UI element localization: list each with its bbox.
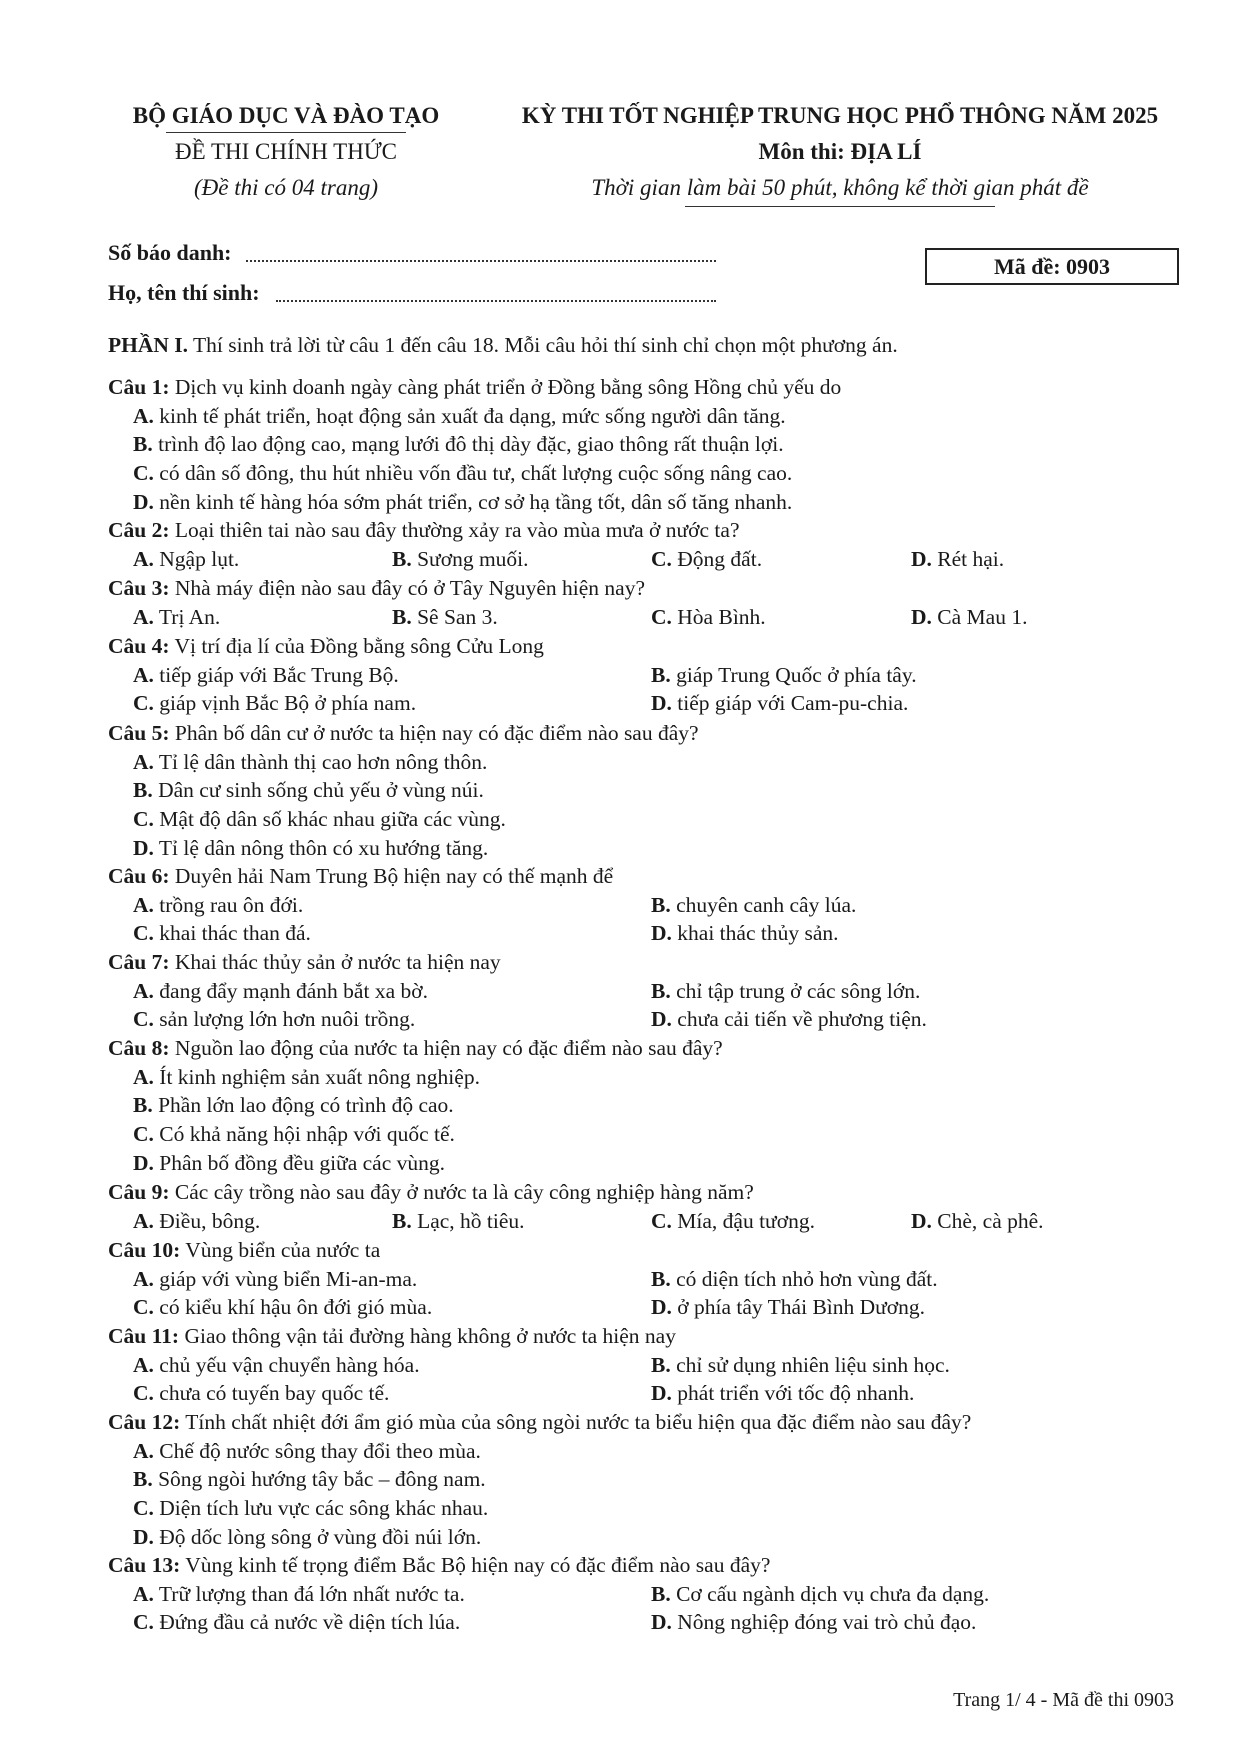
exam-time: Thời gian làm bài 50 phút, không kể thời gian phát đề [591, 175, 1089, 200]
option-text: Có khả năng hội nhập với quốc tế. [159, 1122, 455, 1147]
option-letter: D. [133, 1524, 154, 1549]
answer-option[interactable] [133, 1353, 420, 1378]
option-text: Trị An. [158, 604, 221, 629]
answer-option[interactable] [651, 1209, 815, 1234]
option-letter: C. [133, 461, 154, 486]
option-letter: A. [133, 892, 154, 917]
option-letter: B. [651, 1266, 671, 1291]
option-letter: C. [133, 691, 154, 716]
candidate-name-label: Họ, tên thí sinh: [108, 280, 260, 305]
option-letter: D. [133, 835, 154, 860]
question-label: Câu 11: [108, 1324, 180, 1348]
answer-option[interactable] [651, 691, 908, 716]
answer-option[interactable] [651, 663, 917, 688]
option-letter: A. [133, 1266, 154, 1291]
answer-option[interactable] [133, 1582, 465, 1607]
question-label: Câu 2: [108, 518, 170, 542]
option-letter: C. [133, 921, 154, 946]
answer-option[interactable] [133, 1209, 260, 1234]
answer-option[interactable] [651, 893, 856, 918]
option-text: chỉ sử dụng nhiên liệu sinh học. [676, 1352, 950, 1377]
answer-option[interactable] [133, 750, 487, 775]
option-text: giáp với vùng biển Mi-an-ma. [159, 1266, 418, 1291]
option-text: đang đẩy mạnh đánh bắt xa bờ. [159, 978, 428, 1003]
question-stem [108, 634, 544, 659]
option-letter: C. [133, 807, 154, 832]
answer-option[interactable] [651, 1353, 950, 1378]
answer-option[interactable] [133, 461, 792, 486]
answer-option[interactable] [651, 1582, 989, 1607]
option-text: trồng rau ôn đới. [159, 892, 304, 917]
option-text: giáp Trung Quốc ở phía tây. [676, 662, 917, 687]
question-label: Câu 4: [108, 634, 170, 658]
option-letter: A. [133, 978, 154, 1003]
option-text: kinh tế phát triển, hoạt động sản xuất đa dạng, mức sống người dân tăng. [159, 403, 786, 428]
option-letter: A. [133, 546, 154, 571]
ministry-name: BỘ GIÁO DỤC VÀ ĐÀO TẠO [132, 103, 440, 128]
answer-option[interactable] [133, 979, 428, 1004]
answer-option[interactable] [133, 807, 506, 832]
answer-option[interactable] [651, 1007, 927, 1032]
option-text: Cơ cấu ngành dịch vụ chưa đa dạng. [676, 1581, 990, 1606]
option-text: Sông ngòi hướng tây bắc – đông nam. [158, 1467, 486, 1492]
option-letter: C. [133, 1381, 154, 1406]
option-letter: A. [133, 1064, 154, 1089]
question-stem [108, 1036, 723, 1061]
question-text: Giao thông vận tải đường hàng không ở nước ta hiện nay [184, 1324, 676, 1348]
option-letter: D. [911, 546, 932, 571]
option-text: chủ yếu vận chuyển hàng hóa. [159, 1352, 420, 1377]
option-letter: C. [133, 1295, 154, 1320]
answer-option[interactable] [133, 1525, 481, 1550]
option-text: Ít kinh nghiệm sản xuất nông nghiệp. [159, 1064, 480, 1089]
candidate-name-field[interactable] [276, 298, 716, 302]
option-text: chỉ tập trung ở các sông lớn. [676, 978, 921, 1003]
answer-option[interactable] [651, 979, 920, 1004]
option-letter: D. [911, 604, 932, 629]
question-stem [108, 950, 501, 975]
option-letter: C. [651, 604, 672, 629]
answer-option[interactable] [133, 1007, 415, 1032]
option-text: Đứng đầu cả nước về diện tích lúa. [159, 1610, 461, 1635]
question-text: Loại thiên tai nào sau đây thường xảy ra vào mùa mưa ở nước ta? [174, 518, 740, 542]
answer-option[interactable] [133, 1065, 480, 1090]
option-text: Chế độ nước sông thay đổi theo mùa. [159, 1438, 481, 1463]
answer-option[interactable] [133, 1151, 445, 1176]
option-text: Động đất. [677, 546, 763, 571]
option-text: có dân số đông, thu hút nhiều vốn đầu tư, chất lượng cuộc sống nâng cao. [159, 461, 793, 486]
option-text: Phân bố đồng đều giữa các vùng. [159, 1150, 445, 1175]
question-stem [108, 1410, 971, 1435]
question-label: Câu 8: [108, 1036, 170, 1060]
answer-option[interactable] [133, 1093, 454, 1118]
question-label: Câu 1: [108, 375, 170, 399]
question-label: Câu 12: [108, 1410, 181, 1434]
question-stem [108, 1180, 754, 1205]
answer-option[interactable] [133, 490, 792, 515]
option-letter: C. [133, 1610, 154, 1635]
answer-option[interactable] [133, 836, 488, 861]
question-stem [108, 518, 740, 543]
option-letter: A. [133, 1208, 154, 1233]
question-text: Dịch vụ kinh doanh ngày càng phát triển ở Đồng bằng sông Hồng chủ yếu do [174, 375, 842, 399]
option-text: có diện tích nhỏ hơn vùng đất. [676, 1266, 938, 1291]
option-letter: C. [133, 1122, 154, 1147]
question-label: Câu 6: [108, 864, 170, 888]
answer-option[interactable] [133, 404, 786, 429]
option-text: Tỉ lệ dân nông thôn có xu hướng tăng. [158, 835, 489, 860]
exam-code-box [925, 248, 1179, 285]
answer-option[interactable] [133, 921, 311, 946]
answer-option[interactable] [911, 547, 1004, 572]
answer-option[interactable] [651, 1267, 938, 1292]
answer-option[interactable] [133, 691, 416, 716]
question-text: Nguồn lao động của nước ta hiện nay có đặc điểm nào sau đây? [174, 1036, 723, 1060]
answer-option[interactable] [133, 893, 303, 918]
part-header [108, 333, 898, 358]
option-text: giáp vịnh Bắc Bộ ở phía nam. [159, 691, 417, 716]
option-letter: B. [651, 1581, 671, 1606]
question-stem [108, 721, 699, 746]
option-text: Sê San 3. [417, 604, 498, 629]
option-text: phát triển với tốc độ nhanh. [677, 1381, 915, 1406]
option-text: Rét hại. [937, 546, 1005, 571]
option-letter: B. [651, 1352, 671, 1377]
option-text: sản lượng lớn hơn nuôi trồng. [159, 1007, 416, 1032]
option-text: chưa có tuyến bay quốc tế. [159, 1381, 390, 1406]
option-letter: A. [133, 1581, 154, 1606]
answer-option[interactable] [133, 1267, 417, 1292]
option-letter: B. [133, 432, 153, 457]
answer-option[interactable] [651, 547, 762, 572]
option-text: Sương muối. [417, 546, 529, 571]
option-letter: A. [133, 403, 154, 428]
question-text: Vùng biển của nước ta [185, 1238, 381, 1262]
option-text: khai thác thủy sản. [677, 921, 839, 946]
option-text: Diện tích lưu vực các sông khác nhau. [159, 1496, 489, 1521]
answer-option[interactable] [651, 1295, 925, 1320]
answer-option[interactable] [392, 605, 498, 630]
option-text: Hòa Bình. [677, 604, 766, 629]
part-instructions: Thí sinh trả lời từ câu 1 đến câu 18. Mỗi câu hỏi thí sinh chỉ chọn một phương án. [193, 333, 898, 357]
option-letter: B. [392, 604, 412, 629]
option-letter: D. [651, 921, 672, 946]
question-text: Tính chất nhiệt đới ẩm gió mùa của sông ngòi nước ta biểu hiện qua đặc điểm nào sau đây? [185, 1410, 972, 1434]
option-letter: B. [651, 662, 671, 687]
question-text: Duyên hải Nam Trung Bộ hiện nay có thế mạnh để [174, 864, 614, 888]
question-stem [108, 864, 613, 889]
question-text: Vị trí địa lí của Đồng bằng sông Cửu Long [174, 634, 544, 658]
question-text: Vùng kinh tế trọng điểm Bắc Bộ hiện nay có đặc điểm nào sau đây? [185, 1553, 771, 1577]
option-letter: D. [651, 1295, 672, 1320]
answer-option[interactable] [133, 547, 239, 572]
answer-option[interactable] [133, 1295, 432, 1320]
option-text: Dân cư sinh sống chủ yếu ở vùng núi. [158, 778, 484, 803]
option-text: Trữ lượng than đá lớn nhất nước ta. [158, 1581, 465, 1606]
option-text: trình độ lao động cao, mạng lưới đô thị dày đặc, giao thông rất thuận lợi. [158, 432, 784, 457]
page-footer: Trang 1/ 4 - Mã đề thi 0903 [953, 1689, 1174, 1711]
option-letter: C. [133, 1007, 154, 1032]
ministry-underline [166, 132, 406, 133]
exam-code: Mã đề: 0903 [993, 253, 1111, 279]
question-label: Câu 9: [108, 1180, 170, 1204]
option-text: chuyên canh cây lúa. [676, 892, 857, 917]
option-letter: D. [133, 1150, 154, 1175]
answer-option[interactable] [911, 605, 1027, 630]
answer-option[interactable] [651, 1610, 976, 1635]
option-text: Phần lớn lao động có trình độ cao. [158, 1093, 454, 1118]
answer-option[interactable] [133, 778, 484, 803]
option-letter: D. [133, 489, 154, 514]
option-text: Độ dốc lòng sông ở vùng đồi núi lớn. [159, 1524, 482, 1549]
question-stem [108, 1553, 770, 1578]
option-text: Cà Mau 1. [937, 604, 1028, 629]
official-label: ĐỀ THI CHÍNH THỨC [174, 139, 398, 164]
answer-option[interactable] [133, 432, 784, 457]
option-text: nền kinh tế hàng hóa sớm phát triển, cơ sở hạ tầng tốt, dân số tăng nhanh. [159, 489, 793, 514]
option-letter: B. [392, 1208, 412, 1233]
answer-option[interactable] [133, 605, 220, 630]
option-letter: A. [133, 1352, 154, 1377]
option-letter: B. [651, 892, 671, 917]
page-count: (Đề thi có 04 trang) [194, 175, 378, 200]
answer-option[interactable] [651, 605, 766, 630]
option-text: Ngập lụt. [159, 546, 240, 571]
question-label: Câu 5: [108, 721, 170, 745]
question-stem [108, 576, 645, 601]
option-text: Nông nghiệp đóng vai trò chủ đạo. [677, 1610, 977, 1635]
option-letter: D. [651, 1610, 672, 1635]
question-text: Nhà máy điện nào sau đây có ở Tây Nguyên hiện nay? [174, 576, 645, 600]
answer-option[interactable] [133, 1467, 486, 1492]
candidate-id-field[interactable] [246, 258, 716, 262]
answer-option[interactable] [392, 1209, 525, 1234]
option-text: chưa cải tiến về phương tiện. [677, 1007, 927, 1032]
answer-option[interactable] [133, 1381, 389, 1406]
option-text: Điều, bông. [159, 1208, 261, 1233]
option-letter: B. [133, 1093, 153, 1118]
candidate-id-label: Số báo danh: [108, 240, 232, 265]
option-letter: D. [651, 691, 672, 716]
option-text: có kiểu khí hậu ôn đới gió mùa. [159, 1295, 433, 1320]
subject-line [500, 139, 1180, 165]
option-text: Lạc, hồ tiêu. [417, 1208, 525, 1233]
question-text: Khai thác thủy sản ở nước ta hiện nay [174, 950, 501, 974]
question-stem [108, 375, 841, 400]
question-stem [108, 1238, 380, 1263]
subject: ĐỊA LÍ [850, 139, 922, 164]
question-label: Câu 3: [108, 576, 170, 600]
option-letter: C. [133, 1496, 154, 1521]
answer-option[interactable] [133, 1122, 455, 1147]
exam-title: KỲ THI TỐT NGHIỆP TRUNG HỌC PHỔ THÔNG NĂM 2025 [521, 103, 1159, 128]
answer-option[interactable] [133, 663, 399, 688]
option-letter: B. [392, 546, 412, 571]
option-letter: B. [651, 978, 671, 1003]
question-label: Câu 13: [108, 1553, 181, 1577]
question-text: Các cây trồng nào sau đây ở nước ta là cây công nghiệp hàng năm? [174, 1180, 754, 1204]
option-letter: A. [133, 604, 154, 629]
option-text: ở phía tây Thái Bình Dương. [677, 1295, 926, 1320]
option-letter: A. [133, 662, 154, 687]
question-label: Câu 7: [108, 950, 170, 974]
option-text: Tỉ lệ dân thành thị cao hơn nông thôn. [158, 749, 488, 774]
option-text: Mật độ dân số khác nhau giữa các vùng. [159, 807, 506, 832]
option-text: Mía, đậu tương. [677, 1208, 815, 1233]
answer-option[interactable] [133, 1496, 488, 1521]
option-text: Chè, cà phê. [937, 1208, 1044, 1233]
option-letter: D. [911, 1208, 932, 1233]
answer-option[interactable] [651, 921, 839, 946]
answer-option[interactable] [133, 1439, 481, 1464]
option-text: tiếp giáp với Cam-pu-chia. [677, 691, 909, 716]
answer-option[interactable] [133, 1610, 460, 1635]
answer-option[interactable] [651, 1381, 914, 1406]
time-underline [685, 206, 995, 207]
option-letter: D. [651, 1007, 672, 1032]
option-letter: C. [651, 546, 672, 571]
answer-option[interactable] [911, 1209, 1044, 1234]
option-letter: C. [651, 1208, 672, 1233]
option-letter: B. [133, 778, 153, 803]
question-text: Phân bố dân cư ở nước ta hiện nay có đặc điểm nào sau đây? [174, 721, 699, 745]
answer-option[interactable] [392, 547, 529, 572]
option-letter: A. [133, 749, 154, 774]
option-text: khai thác than đá. [159, 921, 311, 946]
option-letter: A. [133, 1438, 154, 1463]
option-text: tiếp giáp với Bắc Trung Bộ. [159, 662, 399, 687]
question-stem [108, 1324, 676, 1349]
part-label: PHẦN I. [108, 333, 189, 357]
question-label: Câu 10: [108, 1238, 181, 1262]
option-letter: B. [133, 1467, 153, 1492]
option-letter: D. [651, 1381, 672, 1406]
subject-label: Môn thi: [758, 139, 845, 164]
